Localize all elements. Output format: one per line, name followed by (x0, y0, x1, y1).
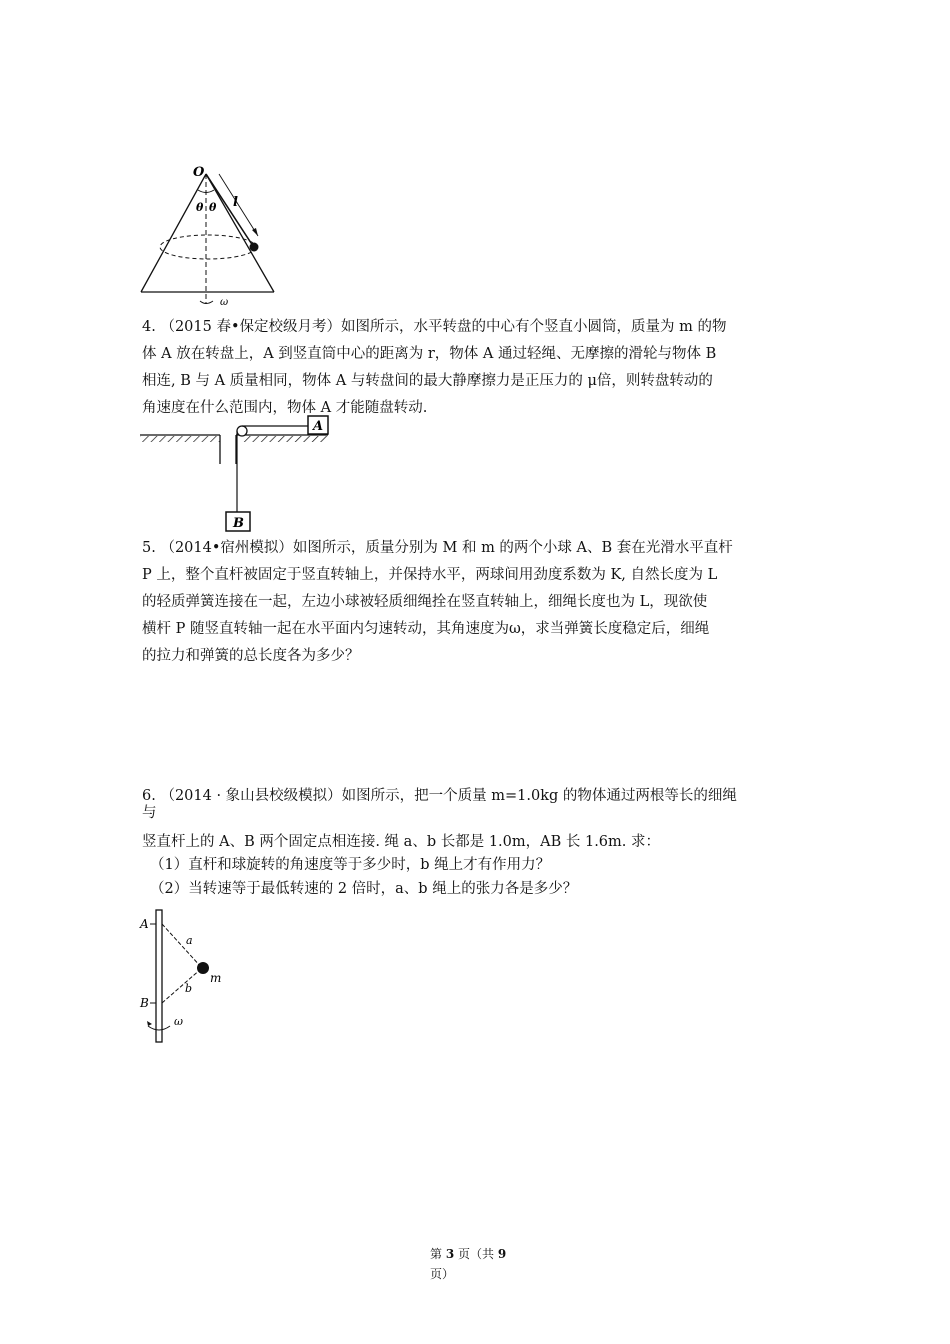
question-5-line: 的拉力和弹簧的总长度各为多少？ (142, 648, 360, 664)
block-a-label: A (313, 419, 324, 434)
rope-b-label: b (185, 982, 193, 995)
question-4-line: 体 A 放在转盘上，A 到竖直筒中心的距离为 r，物体 A 通过轻绳、无摩擦的滑轮与物体 B (142, 346, 717, 362)
mass-ball (197, 962, 209, 974)
rope-b (162, 968, 202, 1003)
rotation-arrowhead (147, 1021, 152, 1026)
question-6-line-1-wrap: 与 (142, 805, 157, 821)
page-footer (430, 1244, 506, 1284)
question-6-sub-2: （2）当转速等于最低转速的 2 倍时，a、b 绳上的张力各是多少？ (150, 881, 578, 897)
footer-line-1 (430, 1244, 506, 1264)
question-5-line: 5. （2014•宿州模拟）如图所示，质量分别为 M 和 m 的两个小球 A、B 套在光滑水平直杆 (142, 540, 733, 556)
left-platform-hatching (140, 436, 220, 442)
question-5-line: P 上，整个直杆被固定于竖直转轴上，并保持水平，两球间用劲度系数为 K, 自然长度为 L (142, 567, 718, 583)
point-a-label: A (140, 917, 149, 931)
question-6 (142, 788, 822, 822)
question-5-line: 横杆 P 随竖直转轴一起在水平面内匀速转动，其角速度为ω，求当弹簧长度稳定后，细绳 (142, 621, 710, 637)
footer-prefix: 第 (430, 1247, 443, 1261)
right-platform-hatching (242, 436, 328, 442)
angle-label-right: θ (209, 201, 217, 214)
question-4 (142, 314, 822, 422)
cone-figure (138, 162, 280, 312)
cone-orbit-ellipse (160, 235, 256, 259)
cone-right-edge (206, 174, 274, 292)
question-6-line-1: 6. （2014 · 象山县校级模拟）如图所示，把一个质量 m=1.0kg 的物体通过两根等长的细绳 (142, 788, 737, 804)
turntable-figure (138, 412, 333, 534)
rope-a (162, 924, 202, 968)
question-4-line: 角速度在什么范围内，物体 A 才能随盘转动. (142, 400, 428, 416)
block-b-label: B (233, 516, 244, 531)
vertical-rod (156, 910, 162, 1042)
angle-label-left: θ (196, 201, 204, 214)
cone-left-edge (141, 174, 206, 292)
omega-label: ω (220, 297, 229, 308)
pulley (237, 426, 247, 436)
length-arrow (219, 174, 258, 236)
mass-label: m (210, 971, 222, 985)
question-5 (142, 535, 822, 670)
apex-label: O (193, 165, 205, 180)
length-label: l (233, 195, 238, 210)
question-4-line: 4. （2015 春•保定校级月考）如图所示，水平转盘的中心有个竖直小圆筒，质量为 m 的物 (142, 319, 727, 335)
question-6-sub-1: （1）直杆和球旋转的角速度等于多少时，b 绳上才有作用力？ (150, 857, 551, 873)
rope-a-label: a (186, 934, 193, 947)
omega-label: ω (174, 1015, 183, 1028)
footer-suffix: 页） (430, 1267, 455, 1281)
point-b-label: B (140, 996, 149, 1010)
rod-figure (138, 906, 238, 1046)
cone-ball (250, 243, 259, 252)
question-6-line-2: 竖直杆上的 A、B 两个固定点相连接. 绳 a、b 长都是 1.0m，AB 长 1.6m. 求： (142, 834, 660, 850)
question-4-line: 相连, B 与 A 质量相同，物体 A 与转盘间的最大静摩擦力是正压力的 μ倍，则转盘转动的 (142, 373, 713, 389)
footer-page-number: 3 (445, 1247, 455, 1261)
footer-middle: 页（共 (458, 1247, 495, 1261)
footer-total-pages: 9 (497, 1247, 507, 1261)
length-arrowhead (252, 228, 258, 236)
question-5-line: 的轻质弹簧连接在一起，左边小球被轻质细绳拴在竖直转轴上，细绳长度也为 L，现欲使 (142, 594, 708, 610)
